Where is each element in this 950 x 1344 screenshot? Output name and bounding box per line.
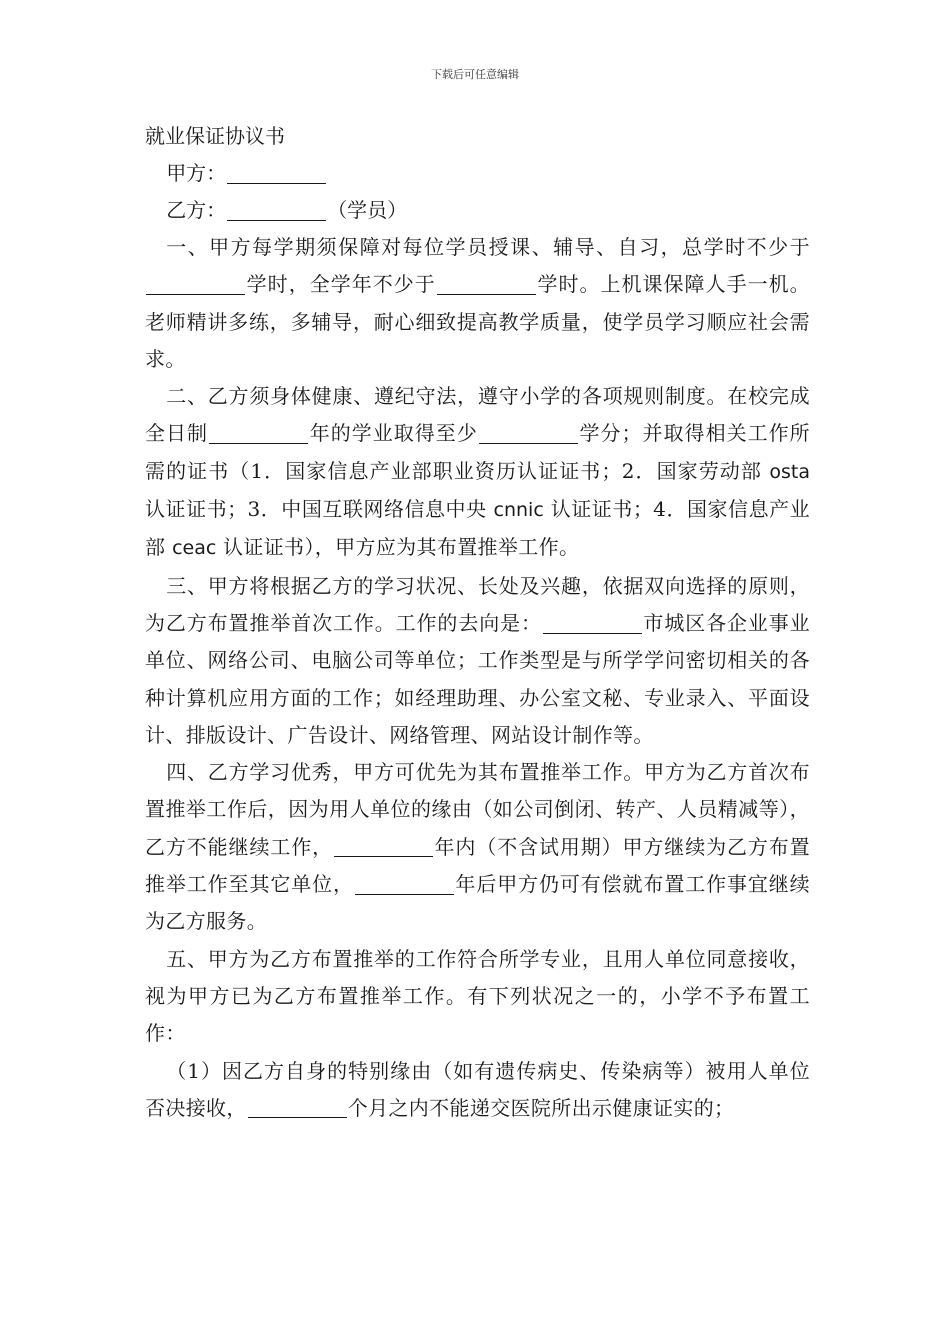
clause-3 — [145, 568, 810, 754]
party-b-line — [145, 192, 810, 229]
clause-2-text-f: 认证证书），甲方应为其布置推举工作。 — [216, 535, 580, 560]
clause-1-text-c: 学时。上机课保障人手一机。老师精讲多练，多辅导，耐心细致提高教学质量，使学员学习顺应社会需求。 — [145, 272, 810, 371]
clause-2-text-a: 二、乙方须身体健康、遵纪守法，遵守小学的各项规则制度。在校完成全日制 — [145, 384, 810, 446]
clause-4-text-c: 年后甲方仍可有偿就布置工作事宜继续为乙方服务。 — [145, 872, 810, 934]
clause-1-blank-1 — [146, 273, 245, 295]
clause-5-item-1-text-b: 个月之内不能递交医院所出示健康证实的； — [347, 1095, 735, 1120]
clause-5-text-a: 五、甲方为乙方布置推举的工作符合所学专业，且用人单位同意接收，视为甲方已为乙方布置推举工作。有下列状况之一的，小学不予布置工作： — [145, 946, 810, 1046]
clause-5-item-1-blank — [248, 1096, 347, 1118]
clause-1-blank-2 — [437, 273, 536, 295]
clause-2-text-c: 学分；并取得相关工作所需的证书（1．国家信息产业部职业资历认证证书；2．国家劳动部 — [145, 421, 810, 483]
clause-4-text-b: 年内（不含试用期）甲方继续为乙方布置推举工作至其它单位， — [145, 834, 810, 897]
clause-3-text-a: 三、甲方将根据乙方的学习状况、长处及兴趣，依据双向选择的原则，为乙方布置推举首次工作。工作的去向是： — [145, 573, 810, 635]
clause-2-ceac: ceac — [172, 537, 217, 560]
clause-2-text-d: 认证证书；3．中国互联网络信息中央 — [145, 497, 494, 522]
clause-2-blank-2 — [479, 422, 578, 444]
clause-3-blank-1 — [543, 612, 642, 634]
clause-5-item-1 — [145, 1053, 810, 1128]
party-a-line — [145, 155, 810, 192]
party-b-label: 乙方： — [166, 198, 227, 222]
party-a-blank — [227, 162, 326, 184]
clause-3-text-b: 市城区各企业事业单位、网络公司、电脑公司等单位；工作类型是与所学学问密切相关的各种计算机应用方面的工作；如经理助理、办公室文秘、专业录入、平面设计、排版设计、广告设计、网络管理、网站设计制作等。 — [145, 610, 810, 747]
clause-2-cnnic: cnnic — [493, 499, 544, 522]
clause-2-blank-1 — [209, 422, 308, 444]
party-b-blank — [227, 199, 326, 221]
clause-4-text-a: 四、乙方学习优秀，甲方可优先为其布置推举工作。甲方为乙方首次布置推举工作后，因为用人单位的缘由（如公司倒闭、转产、人员精减等），乙方不能继续工作， — [145, 760, 810, 859]
clause-1-text-b: 学时，全学年不少于 — [246, 272, 436, 297]
clause-4 — [145, 754, 810, 940]
party-b-suffix: （学员） — [327, 198, 408, 222]
document-title: 就业保证协议书 — [145, 124, 285, 148]
party-a-label: 甲方： — [166, 161, 227, 185]
clause-2 — [145, 378, 810, 567]
clause-2-text-b: 年的学业取得至少 — [309, 421, 478, 446]
clause-4-blank-1 — [334, 835, 433, 857]
page-header-note: 下载后可任意编辑 — [431, 68, 519, 81]
clause-1 — [145, 229, 810, 378]
clause-4-blank-2 — [355, 873, 454, 895]
clause-1-text-a: 一、甲方每学期须保障对每位学员授课、辅导、自习，总学时不少于 — [166, 235, 810, 259]
clause-5-item-1-text-a: （1）因乙方自身的特别缘由（如有遗传病史、传染病等）被用人单位否决接收， — [145, 1058, 810, 1120]
clause-2-osta: osta — [769, 460, 810, 483]
agreement-document — [145, 118, 810, 1127]
clause-5 — [145, 941, 810, 1053]
clause-2-text-e: 认证证书；4．国家信息产业部 — [145, 497, 810, 560]
